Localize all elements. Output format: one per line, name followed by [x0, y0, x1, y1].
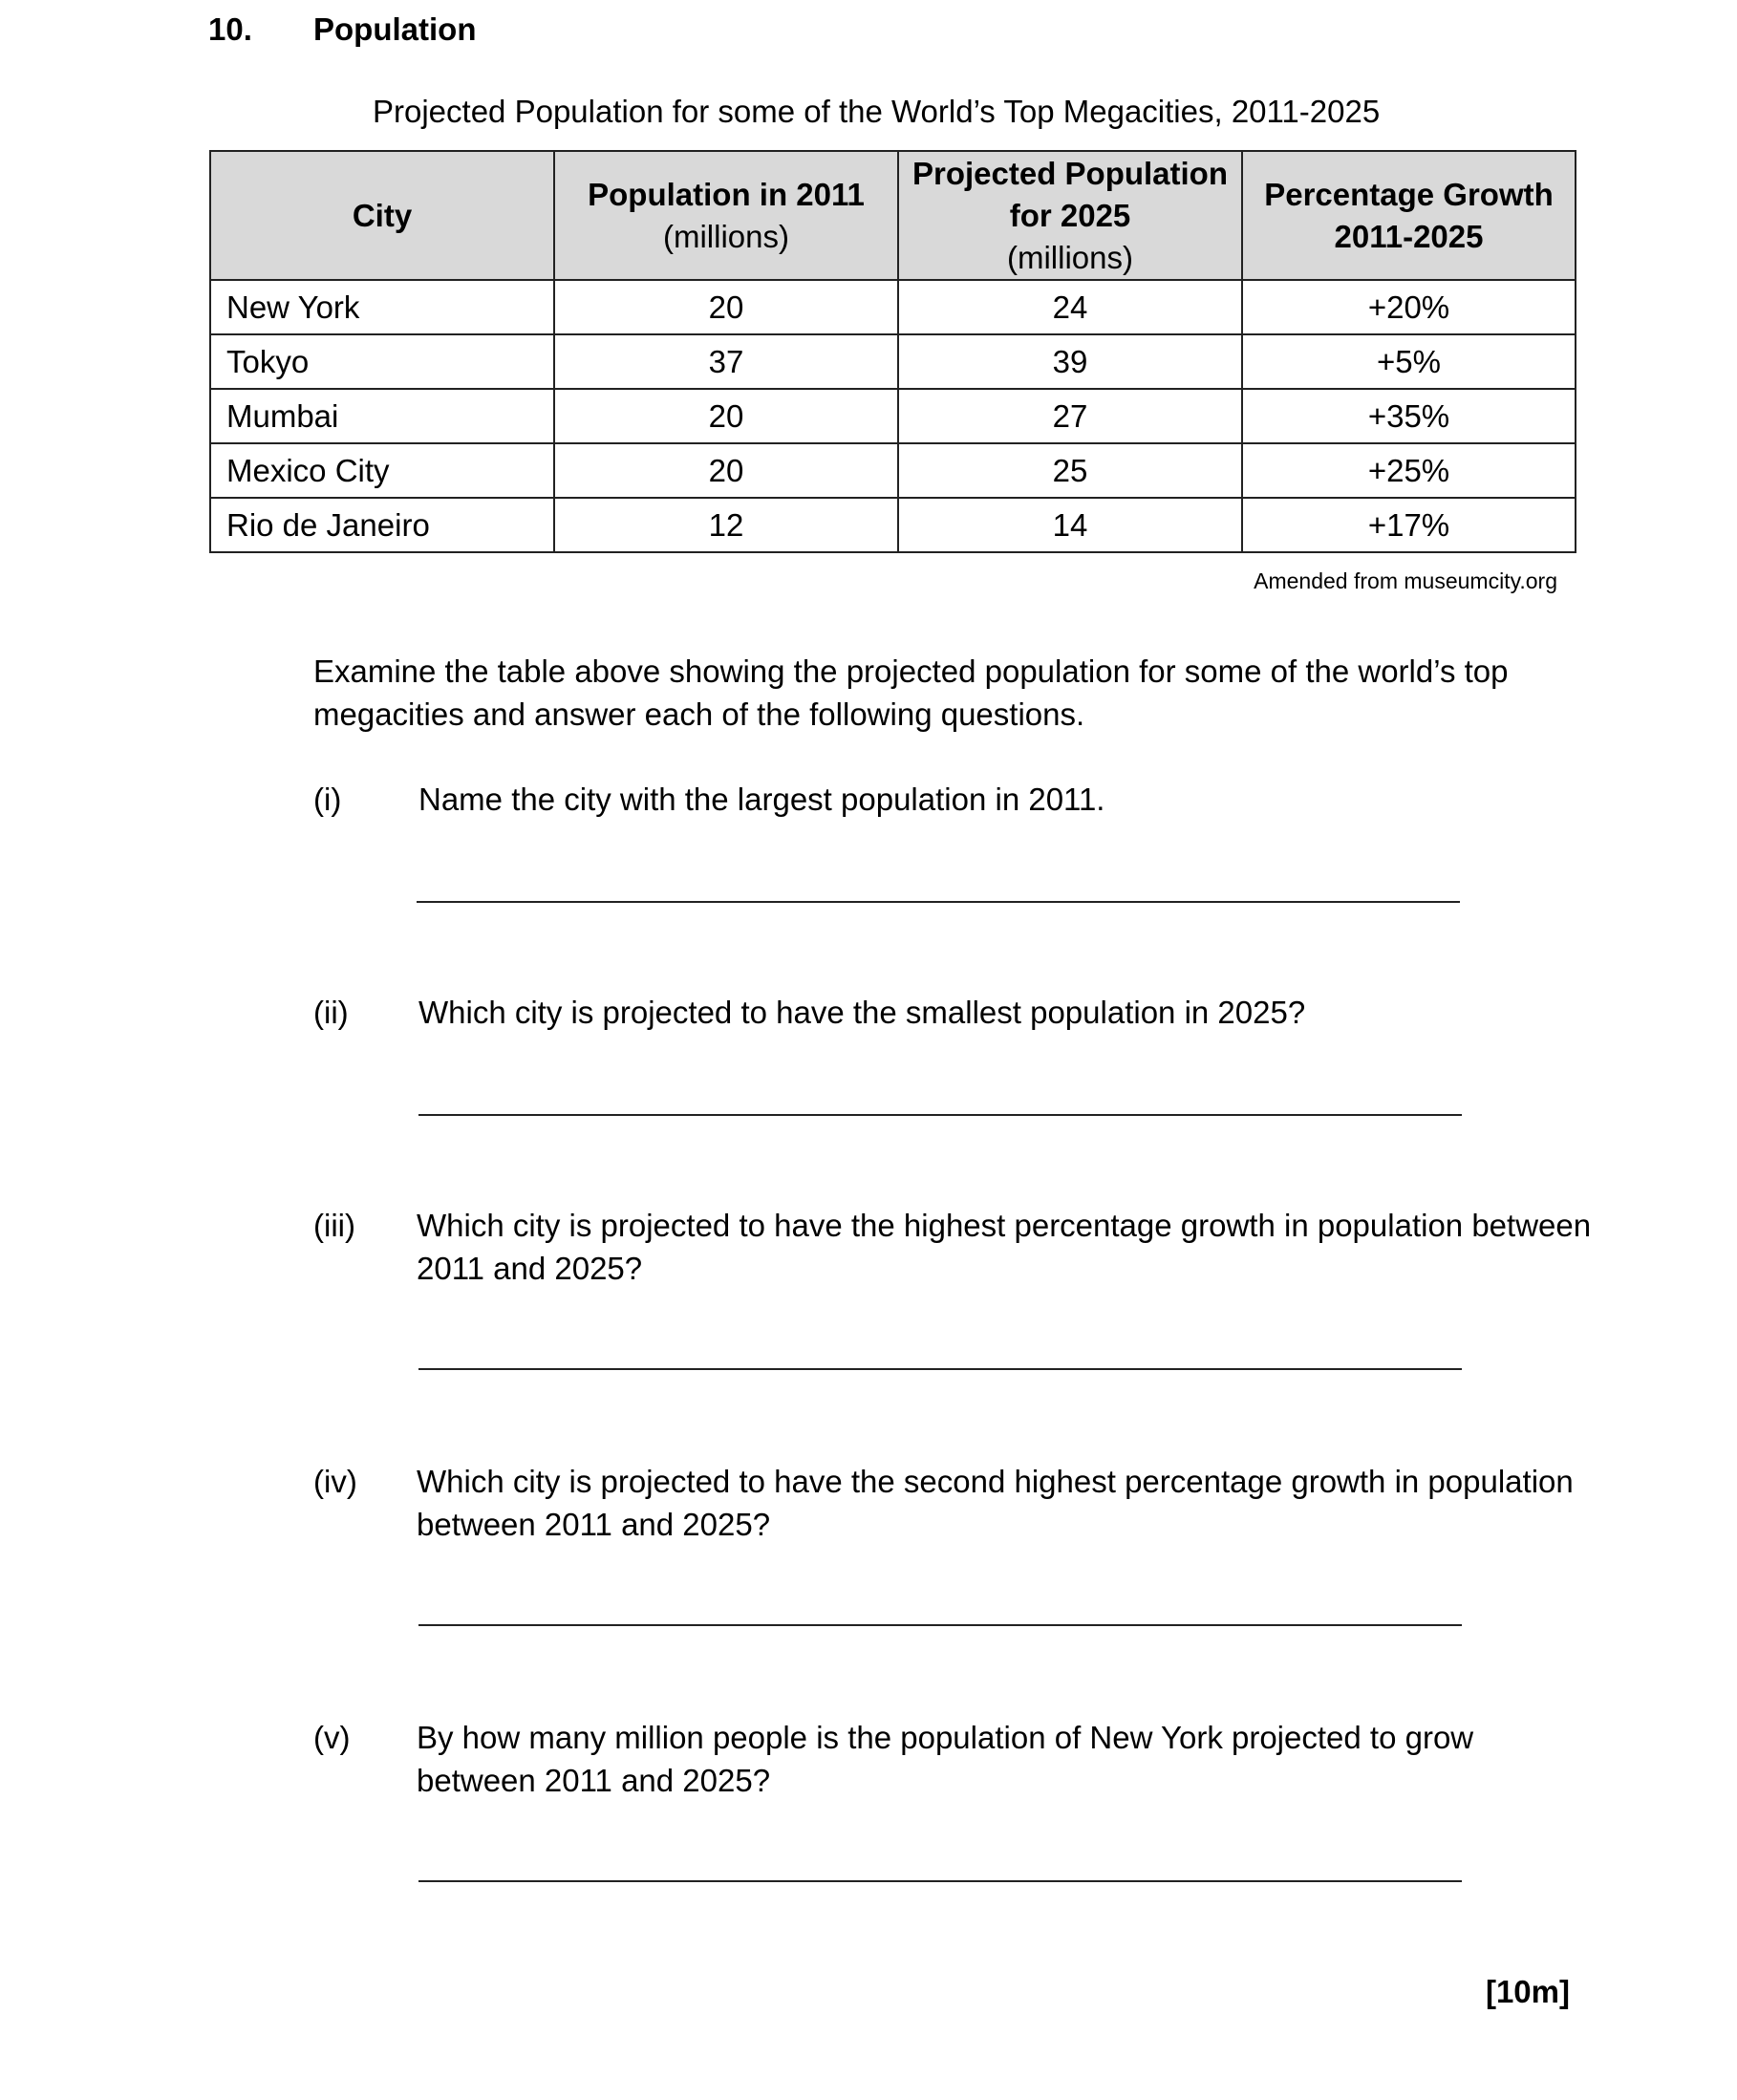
header-projected-2025-label: Projected Population for 2025	[911, 155, 1229, 233]
header-city	[210, 151, 554, 280]
answer-line-iv[interactable]	[418, 1624, 1462, 1626]
table-row	[210, 280, 1576, 334]
instructions-text: Examine the table above showing the projected population for some of the world’s top megacities and answer each of the following questions.	[313, 654, 1509, 732]
answer-line-ii[interactable]	[418, 1114, 1462, 1116]
question-label-iii: (iii)	[313, 1208, 355, 1243]
cell-city: Mumbai	[210, 389, 554, 443]
header-projected-2025-unit: (millions)	[1007, 239, 1133, 275]
question-title: Population	[313, 11, 477, 47]
answer-line-i[interactable]	[417, 901, 1460, 903]
header-projected-2025	[898, 151, 1242, 280]
question-label-v: (v)	[313, 1720, 351, 1755]
cell-city: Rio de Janeiro	[210, 498, 554, 552]
header-percentage-growth	[1242, 151, 1576, 280]
cell-population-2011: 37	[554, 334, 898, 389]
table-header-row	[210, 151, 1576, 280]
question-text-i: Name the city with the largest population in 2011.	[418, 782, 1105, 817]
cell-projected-2025: 39	[898, 334, 1242, 389]
cell-city: New York	[210, 280, 554, 334]
population-table	[209, 150, 1576, 553]
table-caption: Projected Population for some of the World’s Top Megacities, 2011-2025	[373, 94, 1381, 129]
header-city-label: City	[352, 197, 413, 233]
cell-percentage-growth: +5%	[1242, 334, 1576, 389]
table-row	[210, 389, 1576, 443]
cell-projected-2025: 24	[898, 280, 1242, 334]
question-text-iii: Which city is projected to have the highest percentage growth in population between 2011 and 2025?	[417, 1208, 1592, 1286]
header-population-2011-label: Population in 2011	[588, 176, 865, 212]
cell-population-2011: 20	[554, 389, 898, 443]
cell-city: Mexico City	[210, 443, 554, 498]
table-row	[210, 498, 1576, 552]
cell-projected-2025: 14	[898, 498, 1242, 552]
answer-line-v[interactable]	[418, 1880, 1462, 1882]
cell-percentage-growth: +25%	[1242, 443, 1576, 498]
cell-population-2011: 12	[554, 498, 898, 552]
table-row	[210, 334, 1576, 389]
cell-city: Tokyo	[210, 334, 554, 389]
cell-percentage-growth: +35%	[1242, 389, 1576, 443]
cell-percentage-growth: +17%	[1242, 498, 1576, 552]
table-row	[210, 443, 1576, 498]
question-number: 10.	[208, 11, 252, 47]
question-label-i: (i)	[313, 782, 342, 817]
cell-projected-2025: 25	[898, 443, 1242, 498]
question-text-v: By how many million people is the population of New York projected to grow between 2011 and 2025?	[417, 1720, 1474, 1798]
table-source: Amended from museumcity.org	[1254, 568, 1557, 593]
cell-percentage-growth: +20%	[1242, 280, 1576, 334]
header-percentage-growth-label: Percentage Growth 2011-2025	[1264, 176, 1554, 254]
header-population-2011-unit: (millions)	[663, 218, 789, 254]
answer-line-iii[interactable]	[418, 1368, 1462, 1370]
question-label-ii: (ii)	[313, 995, 349, 1030]
cell-population-2011: 20	[554, 443, 898, 498]
marks-total: [10m]	[1485, 1974, 1570, 2009]
cell-population-2011: 20	[554, 280, 898, 334]
question-text-iv: Which city is projected to have the second highest percentage growth in population between 2011 and 2025?	[417, 1464, 1574, 1542]
question-label-iv: (iv)	[313, 1464, 357, 1499]
header-population-2011	[554, 151, 898, 280]
question-text-ii: Which city is projected to have the smallest population in 2025?	[418, 995, 1306, 1030]
cell-projected-2025: 27	[898, 389, 1242, 443]
